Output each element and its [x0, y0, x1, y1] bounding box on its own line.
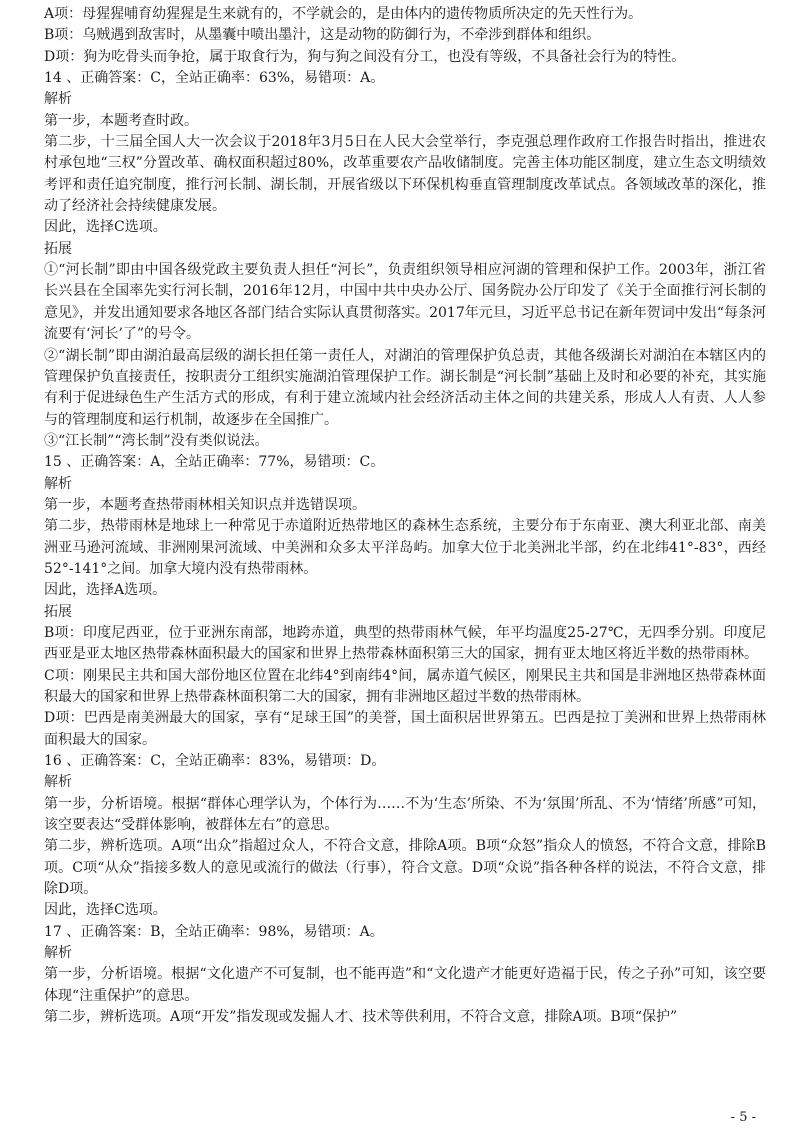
paragraph: 第二步，热带雨林是地球上一种常见于赤道附近热带地区的森林生态系统，主要分布于东南亚、澳大利亚北部、南美洲亚马逊河流域、非洲刚果河流域、中美洲和众多太平洋岛屿。加拿大位于北美洲北半部，约在北纬41°-83°，西经52°-141°之间。加拿大境内没有热带雨林。 — [44, 518, 766, 577]
paragraph: 因此，选择C选项。 — [44, 219, 167, 236]
paragraph: ①“河长制”即由中国各级党政主要负责人担任“河长”，负责组织领导相应河湖的管理和保护工作。2003年，浙江省长兴县在全国率先实行河长制，2016年12月，中国中共中央办公厅、国务院办公厅印发了《关于全面推行河长制的意见》，并发出通知要求各地区各部门结合实际认真贯彻落实。2017年元旦，习近平总书记在新年贺词中发出“每条河流要有‘河长’了”的号令。 — [44, 262, 766, 343]
document-body — [44, 4, 766, 1029]
answer-line: 15 、正确答案：A，全站正确率：77%，易错项：C。 — [44, 454, 385, 471]
paragraph: 第二步，十三届全国人大一次会议于2018年3月5日在人民大会堂举行，李克强总理作政府工作报告时指出，推进农村承包地“三权”分置改革、确权面积超过80%，改革重要农产品收储制度。完善主体功能区制度，建立生态文明绩效考评和责任追究制度，推行河长制、湖长制，开展省级以下环保机构垂直管理制度改革试点。各领域改革的深化，推动了经济社会持续健康发展。 — [44, 134, 766, 215]
paragraph: 第一步，分析语境。根据“群体心理学认为，个体行为……不为‘生态’所染、不为‘氛围’所乱、不为‘情绪’所感”可知，该空要表达“受群体影响，被群体左右”的意思。 — [44, 795, 766, 834]
section-heading: 解析 — [44, 475, 72, 492]
paragraph: 第二步，辨析选项。A项“出众”指超过众人，不符合文意，排除A项。B项“众怒”指众人的愤怒，不符合文意，排除B项。C项“从众”指接多数人的意见或流行的做法（行事），符合文意。D项“众说”指各种各样的说法，不符合文意，排除D项。 — [44, 838, 766, 898]
paragraph: 因此，选择A选项。 — [44, 582, 167, 599]
answer-line: 17 、正确答案：B，全站正确率：98%，易错项：A。 — [44, 923, 384, 940]
paragraph: B项：印度尼西亚，位于亚洲东南部，地跨赤道，典型的热带雨林气候，年平均温度25-27℃，无四季分别。印度尼西亚是亚太地区热带森林面积最大的国家和世界上热带森林面积第三大的国家，拥有亚太地区将近半数的热带雨林。 — [44, 624, 766, 663]
answer-line: 16 、正确答案：C，全站正确率：83%，易错项：D。 — [44, 753, 386, 770]
paragraph: C项：刚果民主共和国大部份地区位置在北纬4°到南纬4°间，属赤道气候区，刚果民主共和国是非洲地区热带森林面积最大的国家和世界上热带森林面积第二大的国家，拥有非洲地区超过半数的热带雨林。 — [44, 667, 766, 705]
paragraph: B项：乌贼遇到敌害时，从墨囊中喷出墨汁，这是动物的防御行为，不牵涉到群体和组织。 — [44, 27, 601, 44]
paragraph: 第一步，本题考查时政。 — [44, 112, 198, 129]
paragraph: D项：巴西是南美洲最大的国家，享有“足球王国”的美誉，国土面积居世界第五。巴西是拉丁美洲和世界上热带雨林面积最大的国家。 — [44, 710, 766, 748]
section-heading: 拓展 — [44, 240, 72, 257]
section-heading: 解析 — [44, 91, 72, 108]
paragraph: 第一步，本题考查热带雨林相关知识点并选错误项。 — [44, 496, 366, 513]
paragraph: ②“湖长制”即由湖泊最高层级的湖长担任第一责任人，对湖泊的管理保护负总责，其他各级湖长对湖泊在本辖区内的管理保护负直接责任，按职责分工组织实施湖泊管理保护工作。湖长制是“河长制”基础上及时和必要的补充，其实施有利于促进绿色生产生活方式的形成，有利于建立流域内社会经济活动主体之间的共建关系，形成人人有责、人人参与的管理制度和运行机制，故逐步在全国推广。 — [44, 347, 766, 428]
page-number: - 5 - — [730, 1110, 756, 1125]
paragraph: 第二步，辨析选项。A项“开发”指发现或发掘人才、技术等供利用，不符合文意，排除A项。B项“保护” — [44, 1009, 678, 1026]
answer-line: 14 、正确答案：C，全站正确率：63%，易错项：A。 — [44, 70, 385, 87]
paragraph: ③“江长制”“湾长制”没有类似说法。 — [44, 432, 269, 449]
paragraph: D项：狗为吃骨头而争抢，属于取食行为，狗与狗之间没有分工，也没有等级，不具备社会行为的特性。 — [44, 48, 686, 65]
paragraph: 第一步，分析语境。根据“文化遗产不可复制，也不能再造”和“文化遗产才能更好造福于民，传之子孙”可知，该空要体现“注重保护”的意思。 — [44, 966, 766, 1004]
section-heading: 解析 — [44, 774, 72, 791]
paragraph: 因此，选择C选项。 — [44, 902, 167, 919]
section-heading: 拓展 — [44, 603, 72, 620]
paragraph: A项：母猩猩哺育幼猩猩是生来就有的，不学就会的，是由体内的遗传物质所决定的先天性行为。 — [44, 6, 643, 22]
section-heading: 解析 — [44, 945, 72, 962]
